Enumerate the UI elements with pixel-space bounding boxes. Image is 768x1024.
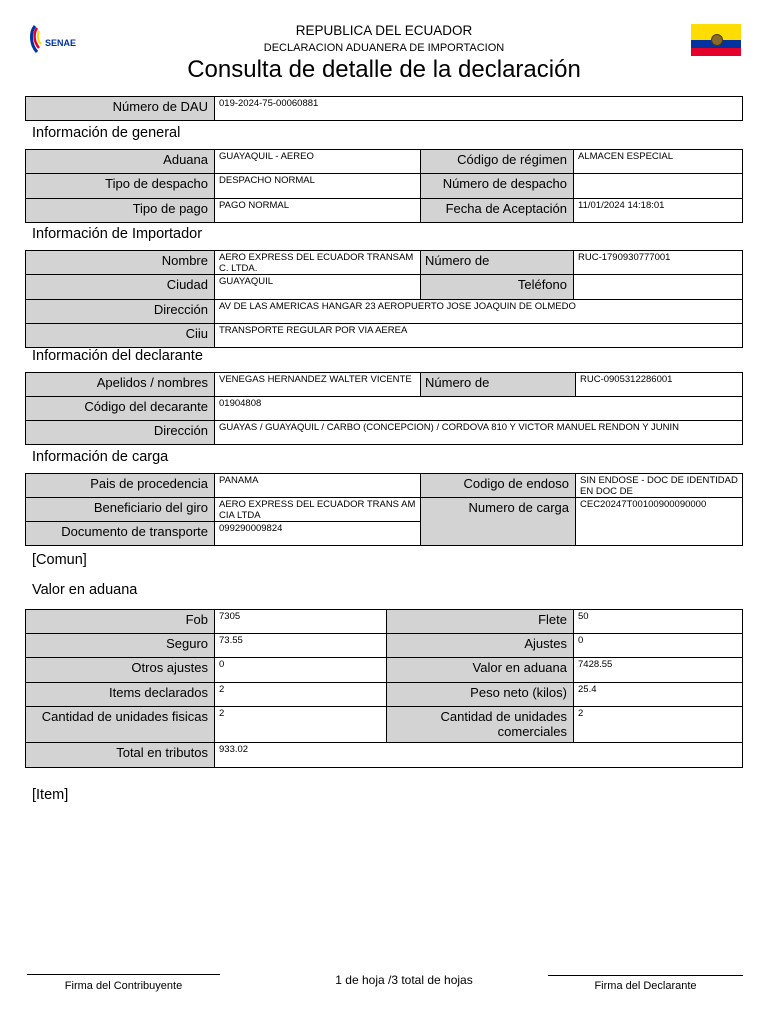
ecuador-flag-icon [691,24,741,56]
otros-label: Otros ajustes [25,657,215,683]
seguro-label: Seguro [25,633,215,658]
ajustes-value: 0 [573,633,743,658]
page-count: 1 de hoja /3 total de hojas [335,973,473,987]
carga-heading: Información de carga [32,449,169,465]
documento-label: Documento de transporte [25,521,215,546]
endoso-value: SIN ENDOSE - DOC DE IDENTIDAD EN DOC DE [575,473,743,498]
general-heading: Información de general [32,125,181,141]
regimen-label: Código de régimen [420,149,574,174]
beneficiario-value: AERO EXPRESS DEL ECUADOR TRANS AM CIA LTDA [214,497,421,522]
dau-value: 019-2024-75-00060881 [214,96,743,121]
num-despacho-label: Número de despacho [420,173,574,199]
dec-numero-label: Número de [420,372,576,397]
cant-com-label: Cantidad de unidades comerciales [386,706,574,743]
page-title: Consulta de detalle de la declaración [187,56,581,83]
seguro-value: 73.55 [214,633,387,658]
tipo-pago-value: PAGO NORMAL [214,198,421,223]
items-label: Items declarados [25,682,215,707]
firma-contribuyente-line [27,974,220,975]
otros-value: 0 [214,657,387,683]
nombre-label: Nombre [25,250,215,275]
ciudad-label: Ciudad [25,274,215,300]
tipo-despacho-value: DESPACHO NORMAL [214,173,421,199]
cant-com-value: 2 [573,706,743,743]
beneficiario-label: Beneficiario del giro [25,497,215,522]
aduana-label: Aduana [25,149,215,174]
dec-direccion-label: Dirección [25,420,215,445]
dau-label: Número de DAU [25,96,215,121]
ciudad-value: GUAYAQUIL [214,274,421,300]
codigo-value: 01904808 [214,396,743,421]
cant-fis-label: Cantidad de unidades fisicas [25,706,215,743]
firma-contribuyente-label: Firma del Contribuyente [64,980,183,992]
ajustes-label: Ajustes [386,633,574,658]
telefono-value [573,274,743,300]
firma-declarante-label: Firma del Declarante [594,980,697,992]
svg-text:SENAE: SENAE [45,38,77,48]
telefono-label: Teléfono [420,274,574,300]
pais-value: PANAMA [214,473,421,498]
imp-numero-label: Número de [420,250,574,275]
valor-aduana-label: Valor en aduana [386,657,574,683]
dec-numero-value: RUC-0905312286001 [575,372,743,397]
tributos-value: 933.02 [214,742,743,768]
codigo-label: Código del decarante [25,396,215,421]
cant-fis-value: 2 [214,706,387,743]
fecha-label: Fecha de Aceptación [420,198,574,223]
dec-direccion-value: GUAYAS / GUAYAQUIL / CARBO (CONCEPCION) / CORDOVA 810 Y VICTOR MANUEL RENDON Y JUNIN [214,420,743,445]
comun-marker: [Comun] [32,552,87,568]
ciiu-value: TRANSPORTE REGULAR POR VIA AEREA [214,323,743,348]
tributos-label: Total en tributos [25,742,215,768]
fecha-value: 11/01/2024 14:18:01 [573,198,743,223]
fob-label: Fob [25,609,215,634]
declarante-heading: Información del declarante [32,348,203,364]
firma-declarante-line [548,975,743,976]
numero-carga-label: Numero de carga [420,497,576,546]
numero-carga-value: CEC20247T00100900090000 [575,497,743,546]
imp-numero-value: RUC-1790930777001 [573,250,743,275]
valor-heading: Valor en aduana [32,582,138,598]
importador-heading: Información de Importador [32,226,203,242]
nombres-label: Apelidos / nombres [25,372,215,397]
tipo-despacho-label: Tipo de despacho [25,173,215,199]
aduana-value: GUAYAQUIL - AEREO [214,149,421,174]
num-despacho-value [573,173,743,199]
document-subtitle: DECLARACION ADUANERA DE IMPORTACION [263,42,505,54]
flete-value: 50 [573,609,743,634]
item-marker: [Item] [32,787,69,803]
fob-value: 7305 [214,609,387,634]
peso-label: Peso neto (kilos) [386,682,574,707]
nombre-value: AERO EXPRESS DEL ECUADOR TRANSAM C. LTDA. [214,250,421,275]
pais-label: Pais de procedencia [25,473,215,498]
documento-value: 099290009824 [214,521,421,546]
regimen-value: ALMACEN ESPECIAL [573,149,743,174]
peso-value: 25.4 [573,682,743,707]
nombres-value: VENEGAS HERNANDEZ WALTER VICENTE [214,372,421,397]
tipo-pago-label: Tipo de pago [25,198,215,223]
valor-aduana-value: 7428.55 [573,657,743,683]
flete-label: Flete [386,609,574,634]
imp-direccion-label: Dirección [25,299,215,324]
ciiu-label: Ciiu [25,323,215,348]
endoso-label: Codigo de endoso [420,473,576,498]
items-value: 2 [214,682,387,707]
imp-direccion-value: AV DE LAS AMERICAS HANGAR 23 AEROPUERTO JOSE JOAQUIN DE OLMEDO [214,299,743,324]
country-title: REPUBLICA DEL ECUADOR [295,23,473,38]
